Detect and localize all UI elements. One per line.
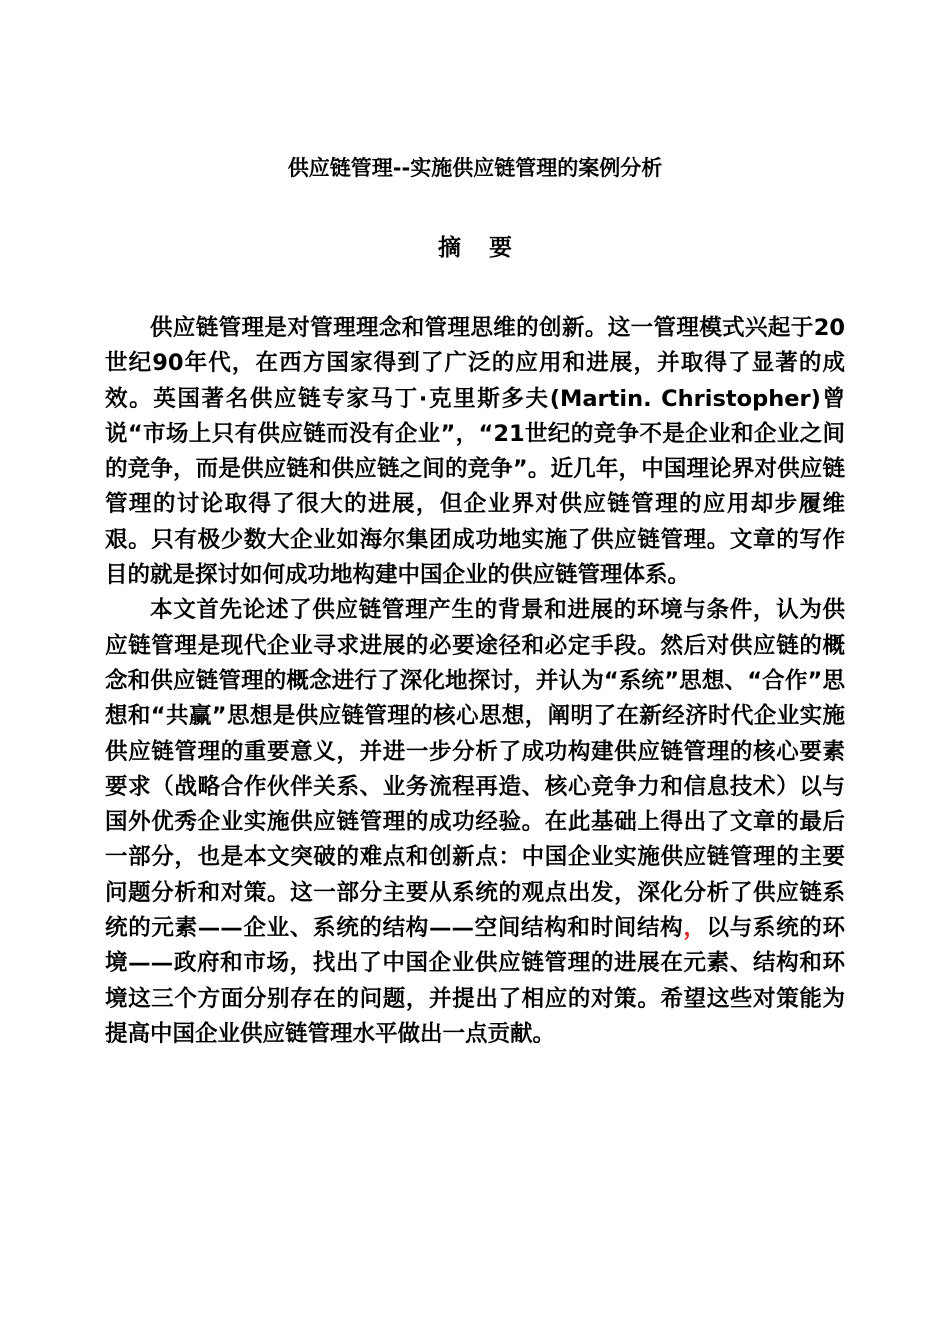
abstract-body — [105, 311, 845, 1052]
paragraph-2-text-b: 以与系统的环境——政府和市场，找出了中国企业供应链管理的进展在元素、结构和环境这三个方面分别存在的问题，并提出了相应的对策。希望这些对策能为提高中国企业供应链管理水平做出一点贡献。 — [105, 915, 845, 1047]
paragraph-2-text-a: 本文首先论述了供应链管理产生的背景和进展的环境与条件，认为供应链管理是现代企业寻求进展的必要途径和必定手段。然后对供应链的概念和供应链管理的概念进行了深化地探讨，并认为“系统”思想、“合作”思想和“共赢”思想是供应链管理的核心思想，阐明了在新经济时代企业实施供应链管理的重要意义，并进一步分析了成功构建供应链管理的核心要素要求（战略合作伙伴关系、业务流程再造、核心竞争力和信息技术）以与国外优秀企业实施供应链管理的成功经验。在此基础上得出了文章的最后一部分，也是本文突破的难点和创新点：中国企业实施供应链管理的主要问题分析和对策。这一部分主要从系统的观点出发，深化分析了供应链系统的元素——企业、系统的结构——空间结构和时间结构 — [105, 597, 845, 942]
abstract-paragraph-1: 供应链管理是对管理理念和管理思维的创新。这一管理模式兴起于20世纪90年代，在西方国家得到了广泛的应用和进展，并取得了显著的成效。英国著名供应链专家马丁·克里斯多夫(Martin. Christopher)曾说“市场上只有供应链而没有企业”，“21世纪的竞争不是企业和企业之间的竞争，而是供应链和供应链之间的竞争”。近几年，中国理论界对供应链管理的讨论取得了很大的进展，但企业界对供应链管理的应用却步履维艰。只有极少数大企业如海尔集团成功地实施了供应链管理。文章的写作目的就是探讨如何成功地构建中国企业的供应链管理体系。 — [105, 315, 845, 589]
abstract-paragraph-2 — [105, 593, 845, 1052]
abstract-heading: 摘要 — [438, 235, 540, 261]
highlighted-comma: ， — [683, 915, 707, 942]
document-title: 供应链管理--实施供应链管理的案例分析 — [287, 156, 663, 180]
